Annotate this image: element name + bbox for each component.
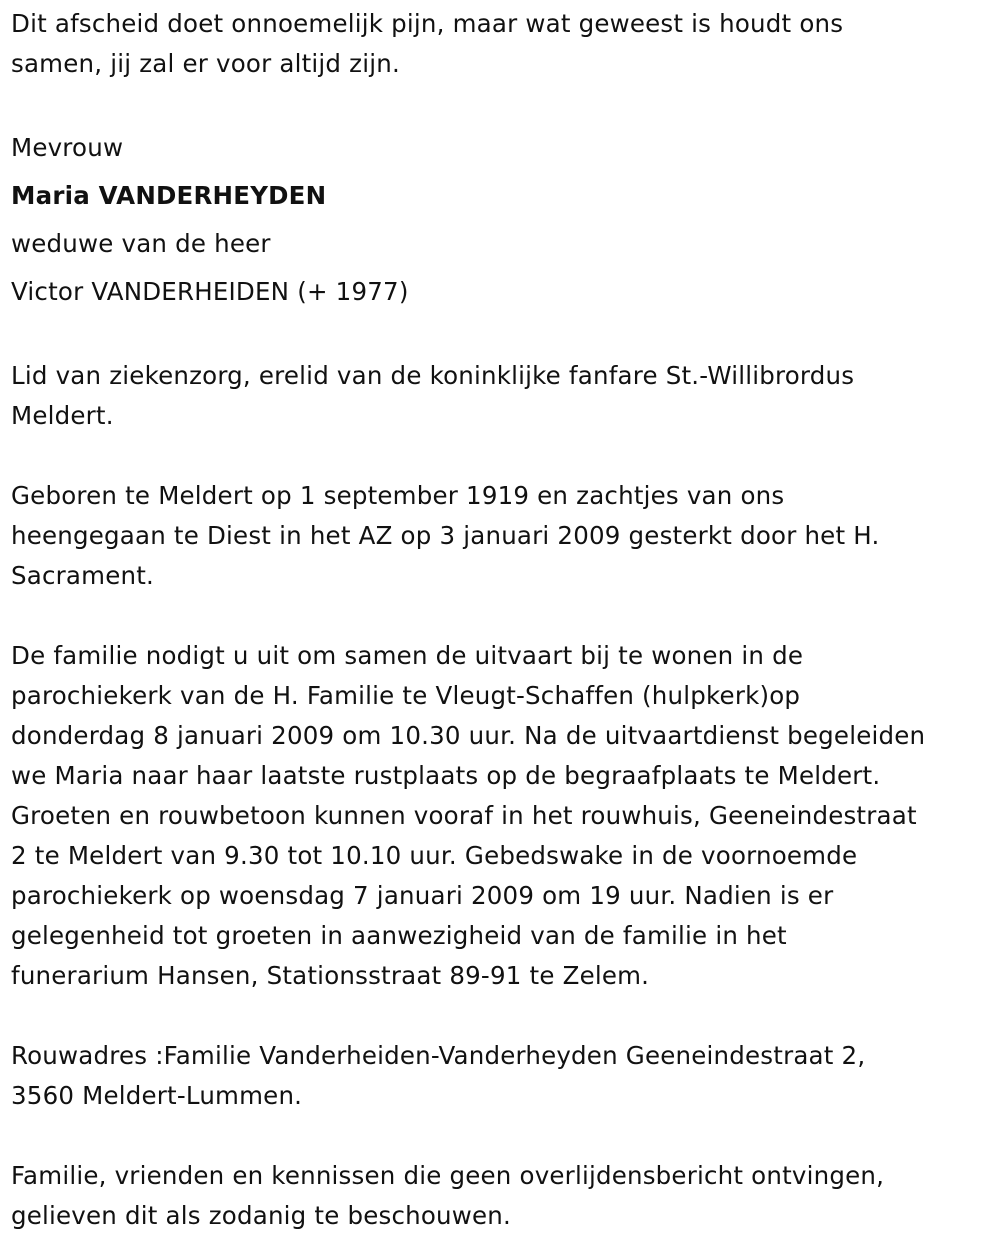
funeral-line-2: parochiekerk van de H. Familie te Vleugt-Schaffen (hulpkerk)op	[11, 681, 801, 710]
closing-line-2: gelieven dit als zodanig te beschouwen.	[11, 1201, 512, 1230]
funeral-line-5: Groeten en rouwbetoon kunnen vooraf in het rouwhuis, Geeneindestraat	[11, 801, 917, 830]
spacer	[11, 436, 1000, 476]
person-block	[11, 124, 1000, 316]
funeral-line-3: donderdag 8 januari 2009 om 10.30 uur. Na de uitvaartdienst begeleiden	[11, 721, 926, 750]
birth-death-line-3: Sacrament.	[11, 561, 154, 590]
membership-line-1: Lid van ziekenzorg, erelid van de koninklijke fanfare St.-Willibrordus	[11, 361, 855, 390]
membership-paragraph	[11, 356, 1000, 436]
spacer	[11, 84, 1000, 124]
opening-line-1: Dit afscheid doet onnoemelijk pijn, maar wat geweest is houdt ons	[11, 9, 844, 38]
funeral-line-8: gelegenheid tot groeten in aanwezigheid van de familie in het	[11, 921, 787, 950]
funeral-paragraph	[11, 636, 1000, 996]
spacer	[11, 316, 1000, 356]
birth-death-line-1: Geboren te Meldert op 1 september 1919 en zachtjes van ons	[11, 481, 785, 510]
funeral-line-4: we Maria naar haar laatste rustplaats op de begraafplaats te Meldert.	[11, 761, 881, 790]
closing-paragraph	[11, 1156, 1000, 1236]
spouse-name: Victor VANDERHEIDEN (+ 1977)	[11, 277, 409, 306]
opening-line-2: samen, jij zal er voor altijd zijn.	[11, 49, 400, 78]
opening-paragraph	[11, 4, 1000, 84]
birth-death-line-2: heengegaan te Diest in het AZ op 3 januari 2009 gesterkt door het H.	[11, 521, 880, 550]
funeral-line-1: De familie nodigt u uit om samen de uitvaart bij te wonen in de	[11, 641, 804, 670]
closing-line-1: Familie, vrienden en kennissen die geen overlijdensbericht ontvingen,	[11, 1161, 885, 1190]
funeral-line-7: parochiekerk op woensdag 7 januari 2009 om 19 uur. Nadien is er	[11, 881, 834, 910]
address-paragraph	[11, 1036, 1000, 1116]
funeral-line-6: 2 te Meldert van 9.30 tot 10.10 uur. Gebedswake in de voornoemde	[11, 841, 858, 870]
deceased-name: Maria VANDERHEYDEN	[11, 181, 327, 210]
address-line-2: 3560 Meldert-Lummen.	[11, 1081, 303, 1110]
funeral-line-9: funerarium Hansen, Stationsstraat 89-91 te Zelem.	[11, 961, 650, 990]
address-line-1: Rouwadres :Familie Vanderheiden-Vanderheyden Geeneindestraat 2,	[11, 1041, 866, 1070]
spacer	[11, 1116, 1000, 1156]
membership-line-2: Meldert.	[11, 401, 114, 430]
spacer	[11, 596, 1000, 636]
widow-of-line: weduwe van de heer	[11, 229, 271, 258]
birth-death-paragraph	[11, 476, 1000, 596]
salutation: Mevrouw	[11, 133, 124, 162]
spacer	[11, 996, 1000, 1036]
